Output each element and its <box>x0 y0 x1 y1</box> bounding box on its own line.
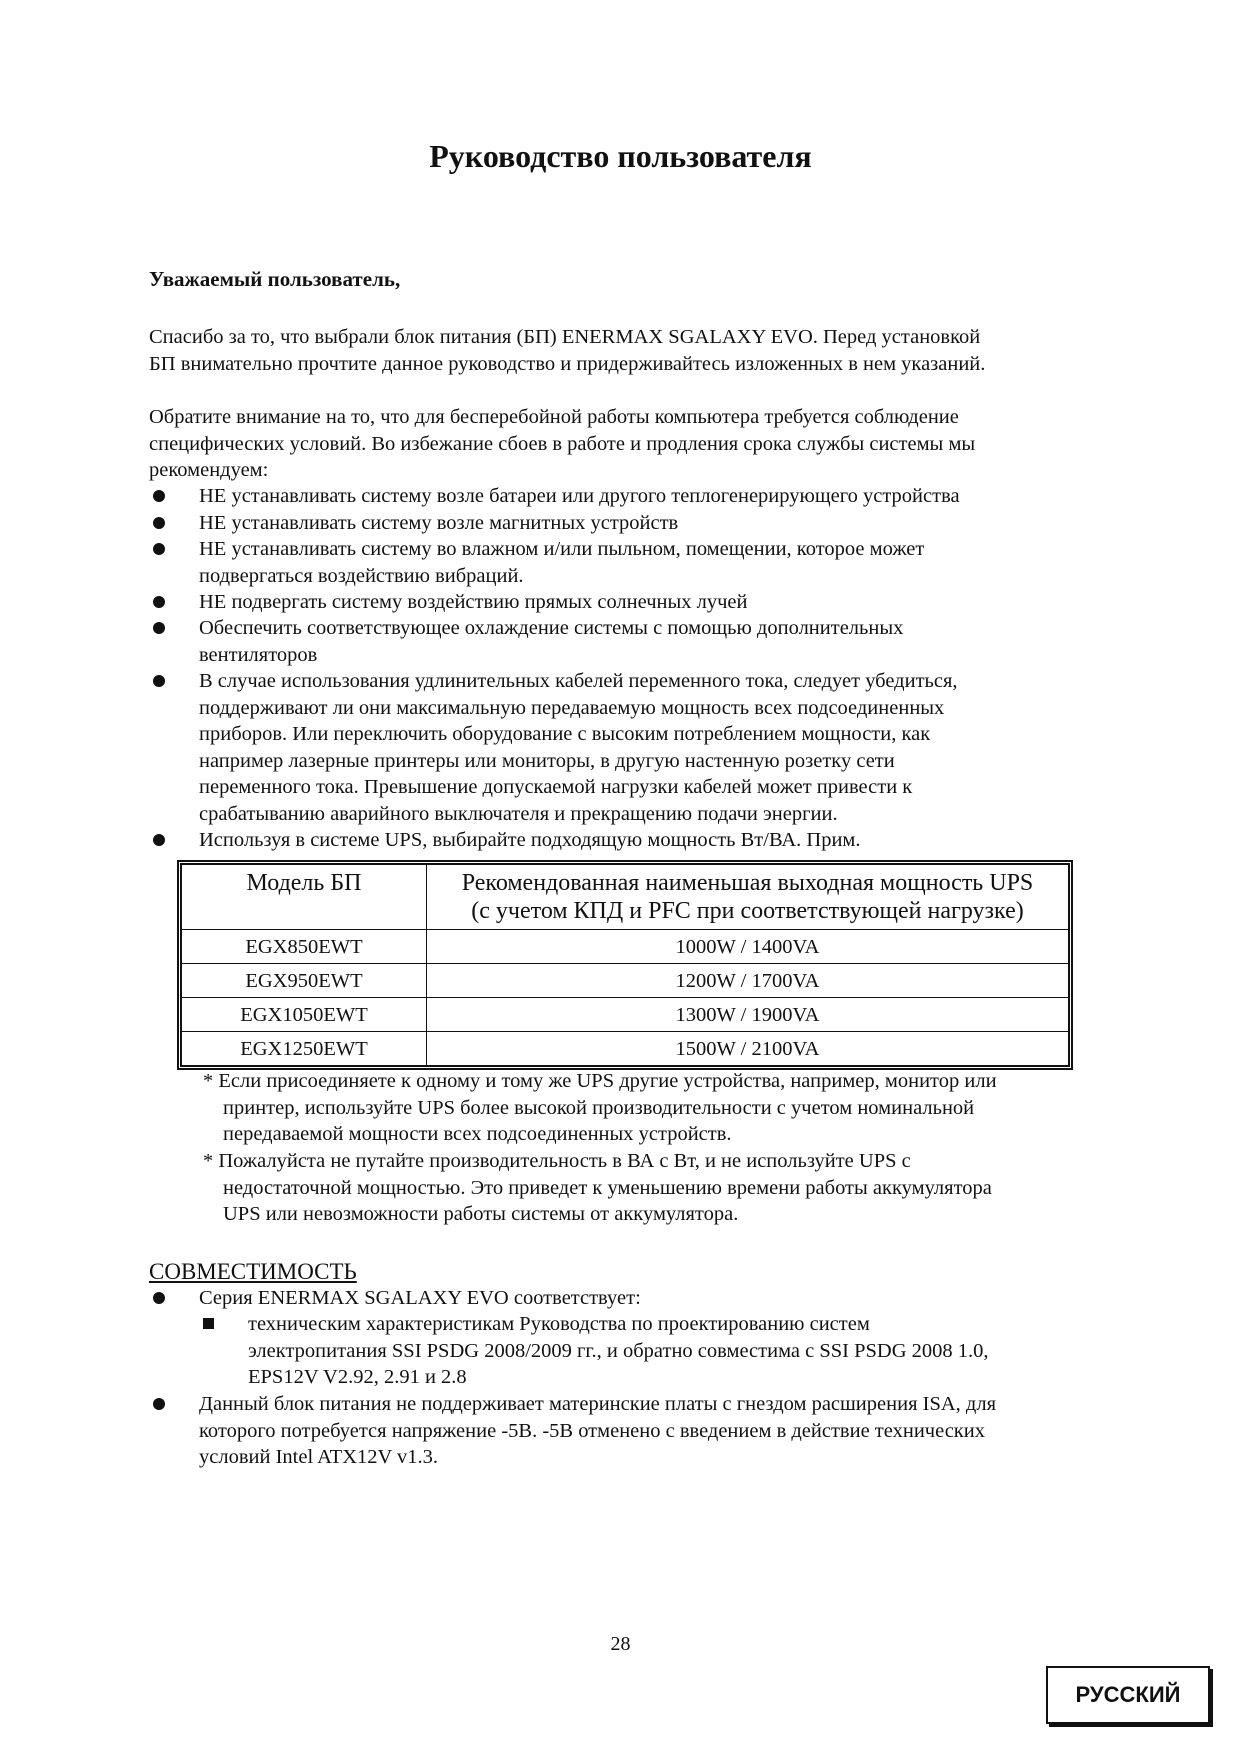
model-cell: EGX1050EWT <box>182 998 427 1032</box>
table-row <box>182 1032 1068 1066</box>
bullet-icon <box>153 517 165 529</box>
list-item: В случае использования удлинительных кабелей переменного тока, следует убедиться, поддерживают ли они максимальную передаваемую мощность всех подсоединенных приборов. Или переключить оборудование с высоким потреблением мощности, как например лазерные принтеры или мониторы, в другую настенную розетку сети переменного тока. Превышение допускаемой нагрузки кабелей может привести к срабатыванию аварийного выключателя и прекращению подачи энергии. <box>149 668 1109 827</box>
header-model: Модель БП <box>182 865 427 930</box>
list-item: Используя в системе UPS, выбирайте подходящую мощность Вт/ВА. Прим. <box>149 827 1109 854</box>
power-cell: 1300W / 1900VA <box>427 998 1069 1032</box>
intro-line: Спасибо за то, что выбрали блок питания (БП) ENERMAX SGALAXY EVO. Перед установкой <box>149 326 981 348</box>
ups-note: * Пожалуйста не путайте производительность в ВА с Вт, и не используйте UPS с недостаточной мощностью. Это приведет к уменьшению времени работы аккумулятора UPS или невозможности работы системы от аккумулятора. <box>203 1150 992 1225</box>
bullet-icon <box>153 675 165 687</box>
intro-paragraph <box>149 324 1109 377</box>
power-cell: 1200W / 1700VA <box>427 964 1069 998</box>
bullet-icon <box>153 1292 165 1304</box>
table-header-row <box>182 865 1068 930</box>
table-row <box>182 964 1068 998</box>
square-bullet-icon <box>203 1318 214 1329</box>
table-row <box>182 930 1068 964</box>
model-cell: EGX850EWT <box>182 930 427 964</box>
ups-table <box>177 860 1073 1070</box>
header-power: Рекомендованная наименьшая выходная мощность UPS (с учетом КПД и PFC при соответствующей нагрузке) <box>427 865 1069 930</box>
page-title: Руководство пользователя <box>429 138 812 174</box>
model-cell: EGX1250EWT <box>182 1032 427 1066</box>
ups-note: * Если присоединяете к одному и тому же UPS другие устройства, например, монитор или принтер, используйте UPS более высокой производительности с учетом номинальной передаваемой мощности всех подсоединенных устройств. <box>203 1070 997 1145</box>
list-item: Данный блок питания не поддерживает материнские платы с гнездом расширения ISA, для которого потребуется напряжение -5В. -5В отменено с введением в действие технических условий Intel ATX12V v1.3. <box>149 1391 1109 1471</box>
intro-line: БП внимательно прочтите данное руководство и придерживайтесь изложенных в нем указаний. <box>149 352 986 375</box>
bullet-icon <box>153 490 165 502</box>
compat-heading: СОВМЕСТИМОСТЬ <box>149 1259 357 1284</box>
greeting: Уважаемый пользователь, <box>149 267 401 291</box>
list-item: Обеспечить соответствующее охлаждение системы с помощью дополнительных вентиляторов <box>149 615 1109 668</box>
bullet-icon <box>153 834 165 846</box>
bullet-icon <box>153 1398 165 1410</box>
power-cell: 1000W / 1400VA <box>427 930 1069 964</box>
page-number: 28 <box>610 1633 631 1655</box>
bullet-icon <box>153 622 165 634</box>
power-cell: 1500W / 2100VA <box>427 1032 1069 1066</box>
notice-line: Обратите внимание на то, что для бесперебойной работы компьютера требуется соблюдение <box>149 406 959 428</box>
language-tab: РУССКИЙ <box>1046 1666 1210 1724</box>
list-item: Серия ENERMAX SGALAXY EVO соответствует: <box>149 1285 1109 1312</box>
notice-line: рекомендуем: <box>149 459 269 481</box>
list-item: НЕ устанавливать систему возле магнитных устройств <box>149 510 1109 537</box>
bullet-icon <box>153 543 165 555</box>
list-item: НЕ устанавливать систему возле батареи или другого теплогенерирующего устройства <box>149 483 1109 510</box>
sub-list-item: техническим характеристикам Руководства по проектированию систем электропитания SSI PSDG 2008/2009 гг., и обратно совместима с SSI PSDG 2008 1.0, EPS12V V2.92, 2.91 и 2.8 <box>200 1311 1100 1391</box>
notice-paragraph <box>149 404 1109 484</box>
list-item: НЕ устанавливать систему во влажном и/или пыльном, помещении, которое может подвергаться воздействию вибраций. <box>149 536 1109 589</box>
bullet-icon <box>153 596 165 608</box>
notice-line: специфических условий. Во избежание сбоев в работе и продления срока службы системы мы <box>149 432 976 455</box>
list-item: НЕ подвергать систему воздействию прямых солнечных лучей <box>149 589 1109 616</box>
model-cell: EGX950EWT <box>182 964 427 998</box>
table-row <box>182 998 1068 1032</box>
